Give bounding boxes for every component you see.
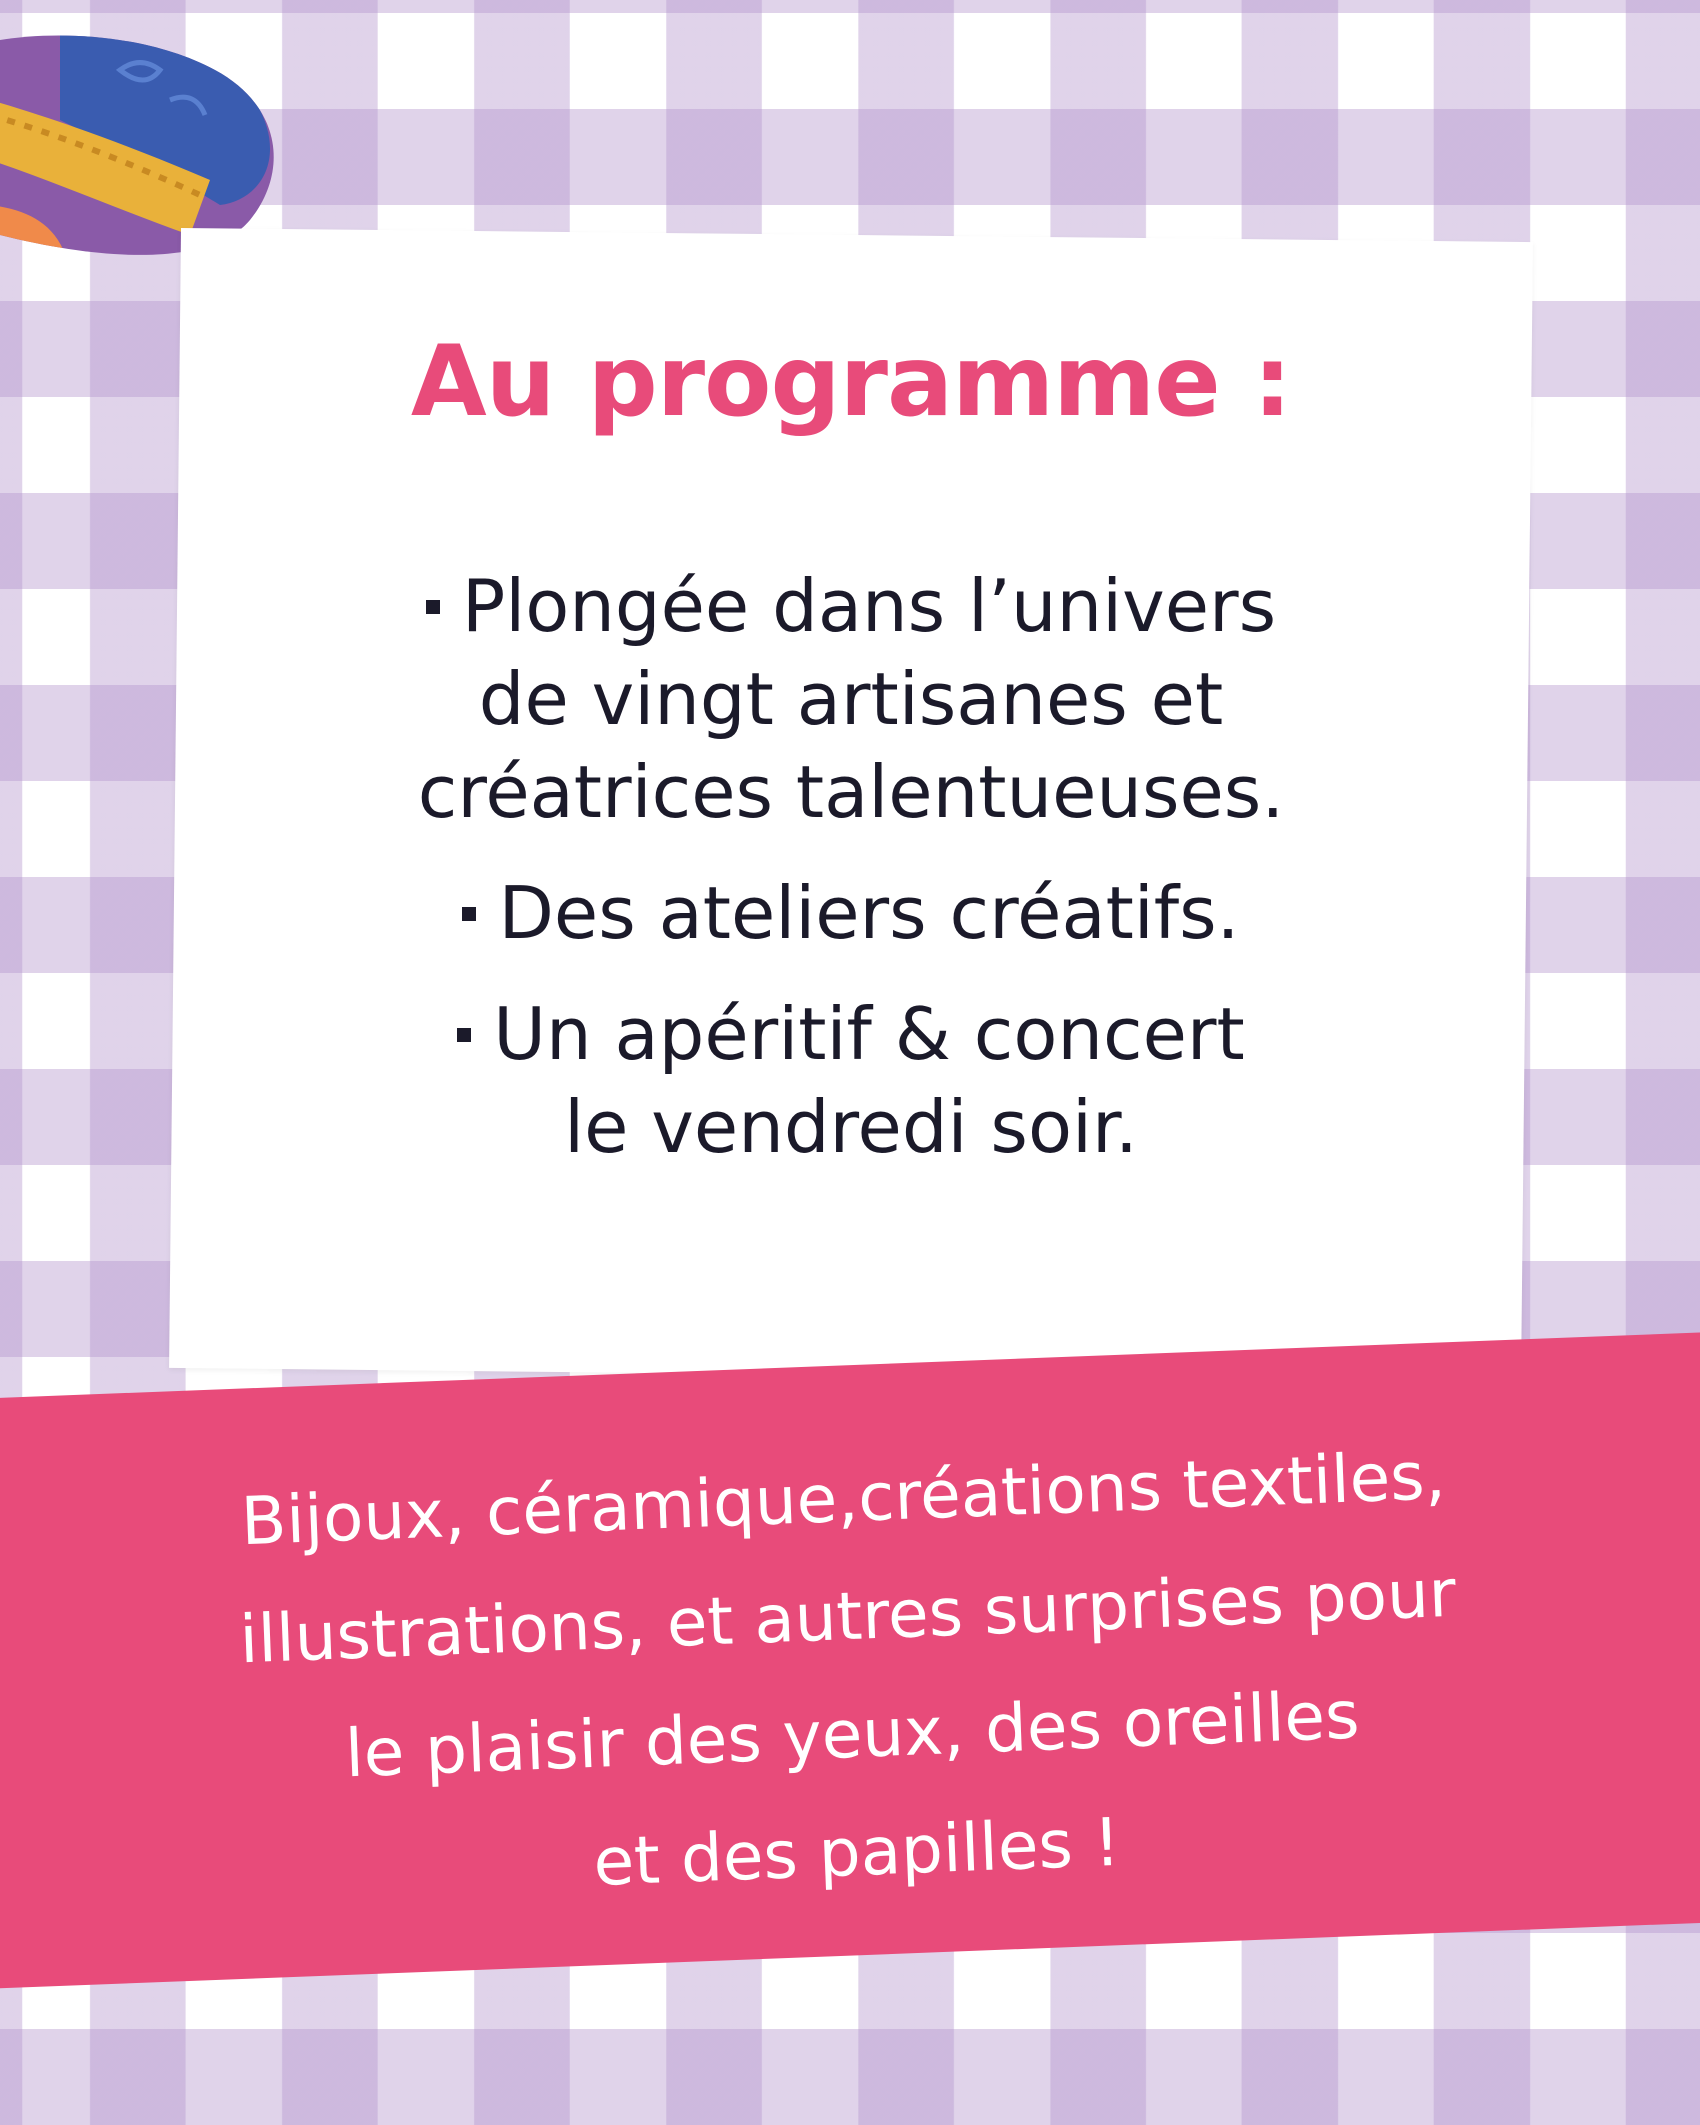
list-item [175,867,1527,960]
list-item-line: Plongée dans l’univers [461,564,1277,648]
list-item-line: le vendredi soir. [564,1085,1138,1169]
list-item-line: Des ateliers créatifs. [498,871,1240,955]
list-item [175,560,1527,839]
card-title: Au programme : [410,325,1292,439]
list-item-line: créatrices talentueuses. [417,750,1285,834]
list-item-line: de vingt artisanes et [478,657,1224,741]
square-bullet-icon [426,600,440,614]
banner-line: illustrations, et autres surprises pour [238,1554,1458,1679]
square-bullet-icon [462,907,476,921]
banner-line: le plaisir des yeux, des oreilles [343,1676,1361,1793]
banner-line: Bijoux, céramique,créations textiles, [239,1437,1447,1561]
banner-line: et des papilles ! [591,1803,1122,1901]
list-item-line: Un apéritif & concert [493,992,1245,1076]
square-bullet-icon [457,1028,471,1042]
banner-text [52,1410,1649,1942]
list-item [175,988,1527,1174]
programme-list [175,560,1527,1202]
